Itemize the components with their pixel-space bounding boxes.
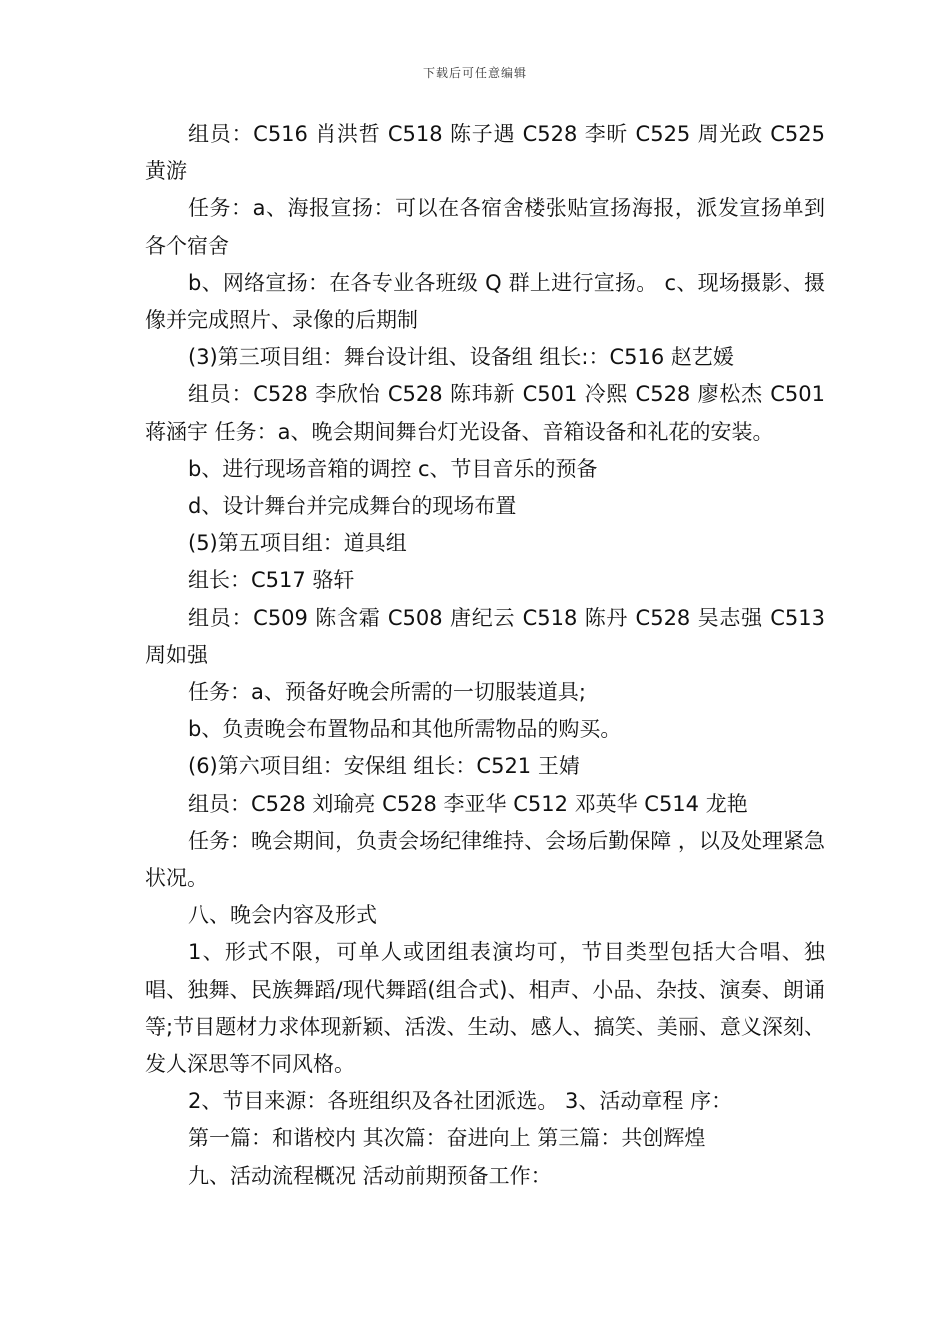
paragraph: 1、形式不限，可单人或团组表演均可，节目类型包括大合唱、独唱、独舞、民族舞蹈/现代舞蹈(组合式)、相声、小品、杂技、演奏、朗诵等;节目题材力求体现新颖、活泼、生动、感人、搞笑、美丽、意义深刻、发人深思等不同风格。 [145, 940, 825, 1077]
paragraph: (3)第三项目组：舞台设计组、设备组 组长:：C516 赵艺媛 [188, 345, 734, 370]
paragraph: b、网络宣扬：在各专业各班级 Q 群上进行宣扬。 c、现场摄影、摄像并完成照片、录像的后期制 [145, 270, 825, 333]
document-body [145, 116, 825, 1195]
paragraph: b、进行现场音箱的调控 c、节目音乐的预备 [188, 456, 598, 481]
paragraph: 组员：C528 李欣怡 C528 陈玮新 C501 冷熙 C528 廖松杰 C501 蒋涵宇 任务：a、晚会期间舞台灯光设备、音箱设备和礼花的安装。 [145, 382, 825, 444]
paragraph: 第一篇：和谐校内 其次篇：奋进向上 第三篇：共创辉煌 [188, 1126, 706, 1151]
paragraph: 组员：C528 刘瑜亮 C528 李亚华 C512 邓英华 C514 龙艳 [188, 791, 748, 816]
paragraph: 任务：a、海报宣扬：可以在各宿舍楼张贴宣扬海报，派发宣扬单到各个宿舍 [145, 196, 825, 258]
page-header-note: 下载后可任意编辑 [422, 66, 527, 80]
paragraph: (6)第六项目组：安保组 组长：C521 王婧 [188, 754, 580, 779]
paragraph: d、设计舞台并完成舞台的现场布置 [188, 494, 517, 519]
paragraph: 八、晚会内容及形式 [188, 903, 377, 928]
paragraph: 任务：晚会期间，负责会场纪律维持、会场后勤保障 ，以及处理紧急状况。 [145, 828, 825, 891]
paragraph: 任务：a、预备好晚会所需的一切服装道具; [188, 680, 586, 705]
paragraph: 组长：C517 骆轩 [188, 568, 355, 593]
paragraph: 组员：C516 肖洪哲 C518 陈子遇 C528 李昕 C525 周光政 C525 黄游 [145, 122, 825, 184]
paragraph: 组员：C509 陈含霜 C508 唐纪云 C518 陈丹 C528 吴志强 C513 周如强 [145, 605, 825, 667]
paragraph: 九、活动流程概况 活动前期预备工作： [188, 1163, 552, 1188]
paragraph: b、负责晚会布置物品和其他所需物品的购买。 [188, 717, 622, 742]
paragraph: 2、节目来源：各班组织及各社团派选。 3、活动章程 序： [188, 1089, 733, 1114]
paragraph: (5)第五项目组：道具组 [188, 531, 407, 556]
